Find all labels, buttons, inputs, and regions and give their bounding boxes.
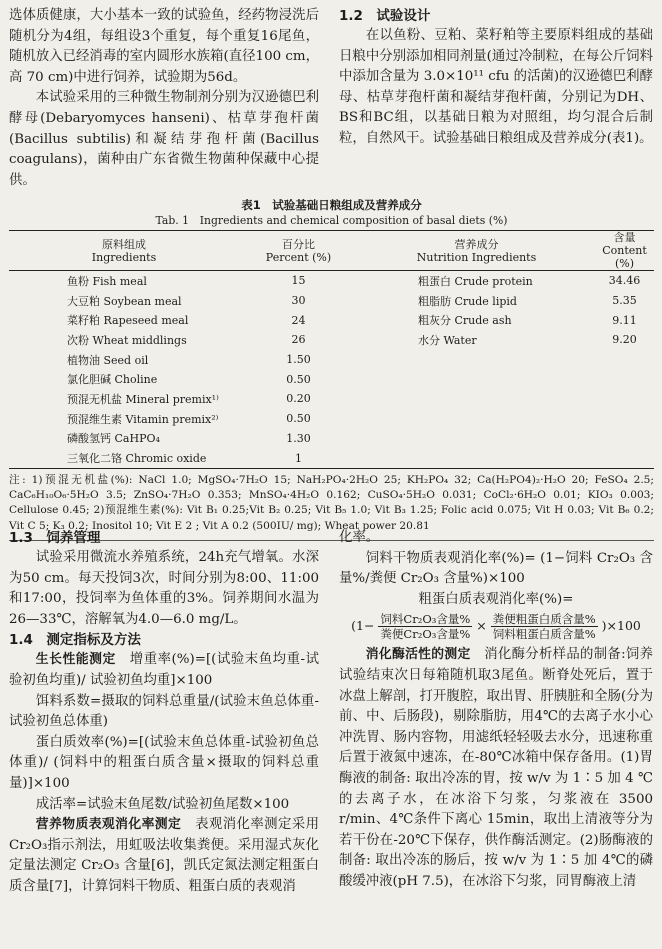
table-row <box>9 409 654 429</box>
table-caption-cn: 表1 试验基础日粮组成及营养成分 <box>241 198 422 212</box>
left-top-column <box>9 6 319 191</box>
formula-survival: 成活率=试验末鱼尾数/试验初鱼尾数×100 <box>35 796 290 812</box>
table-row <box>9 448 654 468</box>
cell-nutrition: 粗蛋白 Crude protein <box>418 274 533 288</box>
cell-percent: 30 <box>291 294 306 308</box>
fraction-cr2o3 <box>378 612 472 641</box>
cell-percent: 0.50 <box>286 412 311 426</box>
table-caption-en: Tab. 1 Ingredients and chemical composition of basal diets (%) <box>155 214 508 227</box>
cell-content <box>595 409 654 429</box>
header-ingredients-en: Ingredients <box>91 250 157 264</box>
table-header-row <box>9 231 654 271</box>
cell-content <box>595 448 654 468</box>
run-in-digestibility: 营养物质表观消化率测定 <box>35 817 182 833</box>
frac1-denominator: 粪便Cr₂O₃含量% <box>380 627 471 642</box>
table-row <box>9 310 654 330</box>
digestibility-text: 表观消化率测定采用Cr₂O₃指示剂法，用虹吸法收集粪便。采用湿式灰化定量法测定 Cr₂O₃ 含量[6]，凯氏定氮法测定粗蛋白质含量[7]，计算饲料干物质、粗蛋白质的表观消 <box>9 817 320 894</box>
cell-percent: 26 <box>291 333 306 347</box>
table-row <box>9 291 654 311</box>
table-row <box>9 429 654 449</box>
cell-ingredient: 磷酸氢钙 CaHPO₄ <box>67 432 160 446</box>
paragraph-feeding: 试验采用微流水养殖系统，24h充气增氧。水深为50 cm。每天投饲3次，时间分别为8:00、11:00和17:00，投饲率为鱼体重的3%。饲养期间水温为26—33℃，溶解氧为4.0—6.0 mg/L。 <box>9 550 319 627</box>
formula-per: 蛋白质效率(%)=[(试验末鱼总体重-试验初鱼总体重)/ (饲料中的粗蛋白质含量×摄取的饲料总重量)]×100 <box>9 734 319 791</box>
cell-ingredient: 植物油 Seed oil <box>67 353 149 367</box>
cell-content: 5.35 <box>612 294 637 308</box>
paragraph-enzyme <box>339 645 653 892</box>
enzyme-text: 消化酶分析样品的制备:饲养试验结束次日每箱随机取3尾鱼。断脊处死后，置于冰盘上解剖，打开腹腔，取出胃、肝胰脏和全肠(分为前、中、后肠段)，剔除脂肪，用4℃的去离子水小心冲洗胃、肠内容物，用滤纸轻轻吸去水分，迅速称重后置于液氮中速冻，在-80℃冰箱中保存备用。(1)胃酶液的制备: 取出冷冻的胃，按 w/v 为 1∶5 加 4 ℃的去离子水，在冰浴下匀浆，匀浆液在 3500 r/min、4℃条件下离心 15min，取出上清液等分为若干份在-20℃下保存，供作酶活测定。(2)肠酶液的制备: 取出冷冻的肠后，按 w/v 为 1∶5 加 4℃的磷酸缓冲液(pH 7.5)，在冰浴下匀浆，同胃酶液上清 <box>339 647 653 889</box>
eq-suffix: )×100 <box>601 618 641 634</box>
table-row <box>9 350 654 370</box>
table-footnote: 注: 1)预混无机盐(%): NaCl 1.0; MgSO₄·7H₂O 15; NaH₂PO₄·2H₂O 25; KH₂PO₄ 32; Ca(H₂PO4)₂·H₂O 20; FeSO₄ 2.5; CaC₆H₁₀O₆·5H₂O 3.5; ZnSO₄·7H₂O 0.353; MnSO₄·4H₂O 0.162; CuSO₄·5H₂O 0.031; CoCl₂·6H₂O 0.01; KIO₃ 0.003; Cellulose 0.45; 2)预混维生素(%): Vit B₁ 0.25;Vit B₂ 0.25; Vit B₅ 1.0; Vit B₃ 1.25; Folic acid 0.075; Vit H 0.03; Vit B₆ 0.2; Vit C 5; K₃ 0.2; Inositol 10; Vit E 2 ; Vit A 0.2 (500IU/ mg); Wheat power 20.81 <box>9 473 654 532</box>
growth-formula: 增重率(%)=[(试验末鱼均重-试验初鱼均重)/ 试验初鱼均重]×100 <box>9 652 319 688</box>
ingredients-table <box>9 230 654 469</box>
section-heading-1-2: 1.2 试验设计 <box>339 8 431 24</box>
header-ingredients-cn: 原料组成 <box>102 237 146 251</box>
paragraph-fish-selection: 选体质健康，大小基本一致的试验鱼，经药物浸洗后随机分为4组，每组设3个重复，每个重复16尾鱼，随机放入已经消毒的室内圆形水族箱(直径100 cm，高 70 cm)中进行饲养，试验期为56d。 <box>9 8 319 85</box>
cell-content: 9.20 <box>612 333 637 347</box>
cell-nutrition <box>358 448 595 468</box>
table-row <box>9 389 654 409</box>
cell-ingredient: 预混无机盐 Mineral premix¹⁾ <box>67 392 219 406</box>
cell-ingredient: 鱼粉 Fish meal <box>67 274 147 288</box>
header-percent-en: Percent (%) <box>265 250 332 264</box>
cell-percent: 24 <box>291 313 306 327</box>
paragraph-growth <box>9 650 319 691</box>
cell-percent: 1 <box>239 448 358 468</box>
formula-fcr: 饵料系数=摄取的饲料总重量/(试验末鱼总体重-试验初鱼总体重) <box>9 693 319 730</box>
run-in-enzyme: 消化酶活性的测定 <box>365 647 471 663</box>
left-bottom-column <box>9 528 319 898</box>
cell-nutrition <box>358 369 595 389</box>
continuation-text: 化率。 <box>339 530 380 545</box>
cell-content: 34.46 <box>608 274 641 288</box>
cell-ingredient: 预混维生素 Vitamin premix²⁾ <box>67 412 219 426</box>
formula-cp <box>339 612 653 641</box>
cell-ingredient: 次粉 Wheat middlings <box>67 333 187 347</box>
header-nutrition-en: Nutrition Ingredients <box>416 250 537 264</box>
formula-cp-title: 粗蛋白质表观消化率(%)= <box>418 591 574 607</box>
eq-prefix: (1− <box>351 618 375 634</box>
paragraph-experiment-design: 在以鱼粉、豆粕、菜籽粕等主要原料组成的基础日粮中分别添加相同剂量(通过冷制粒，在每公斤饲料中添加含量为 3.0×10¹¹ cfu 的活菌)的汉逊德巴利酵母、枯草芽孢杆菌和凝结芽孢杆菌，分别记为DH、BS和BC组，以基础日粮为对照组，均匀混合后制粒，自然风干。试验基础日粮组成及营养成分(表1)。 <box>339 28 653 146</box>
table-row <box>9 271 654 291</box>
table-row <box>9 369 654 389</box>
section-heading-1-4: 1.4 测定指标及方法 <box>9 632 141 649</box>
cell-ingredient: 三氧化二铬 Chromic oxide <box>9 448 239 468</box>
cell-percent: 15 <box>291 274 306 288</box>
header-content <box>595 231 654 271</box>
right-top-column <box>339 6 653 150</box>
cell-percent: 1.50 <box>286 353 311 367</box>
frac2-denominator: 饲料粗蛋白质含量% <box>492 627 596 642</box>
frac1-numerator: 饲料Cr₂O₃含量% <box>380 612 471 627</box>
header-content-cn: 含量 <box>613 231 636 244</box>
cell-nutrition <box>358 429 595 449</box>
cell-nutrition: 粗灰分 Crude ash <box>418 314 512 328</box>
cell-content <box>595 389 654 409</box>
run-in-growth: 生长性能测定 <box>35 652 116 668</box>
cell-ingredient: 氯化胆碱 Choline <box>67 373 158 387</box>
paragraph-microbes: 本试验采用的三种微生物制剂分别为汉逊德巴利酵母(Debaryomyces hanseni)、枯草芽孢杆菌(Bacillus subtilis)和凝结芽孢杆菌(Bacillus coagulans)，菌种由广东省微生物菌种保藏中心提供。 <box>9 90 319 188</box>
cell-ingredient: 大豆粕 Soybean meal <box>67 294 182 308</box>
table-1 <box>9 198 654 541</box>
frac2-numerator: 粪便粗蛋白质含量% <box>492 612 596 627</box>
cell-percent: 0.20 <box>286 392 311 406</box>
header-nutrition-cn: 营养成分 <box>454 237 499 251</box>
section-heading-1-3: 1.3 饲养管理 <box>9 530 101 546</box>
cell-ingredient: 菜籽粕 Rapeseed meal <box>67 314 189 328</box>
cell-content <box>595 369 654 389</box>
cell-nutrition: 水分 Water <box>418 333 477 347</box>
cell-nutrition <box>358 409 595 429</box>
cell-percent: 1.30 <box>286 431 311 445</box>
cell-nutrition <box>358 389 595 409</box>
formula-dry-matter: 饲料干物质表观消化率(%)= (1−饲料 Cr₂O₃ 含量%/粪便 Cr₂O₃ 含量%)×100 <box>339 550 653 587</box>
paragraph-digestibility <box>9 815 319 897</box>
cell-percent: 0.50 <box>286 372 311 386</box>
table-row <box>9 330 654 350</box>
right-bottom-column <box>339 528 653 893</box>
fraction-protein <box>491 612 598 641</box>
header-nutrition <box>358 231 595 271</box>
cell-nutrition: 粗脂肪 Crude lipid <box>418 294 517 308</box>
cell-nutrition <box>358 350 595 370</box>
header-ingredients <box>9 231 239 271</box>
cell-content <box>595 350 654 370</box>
header-percent <box>239 231 358 271</box>
cell-content <box>595 429 654 449</box>
cell-content: 9.11 <box>612 313 637 327</box>
header-percent-cn: 百分比 <box>282 237 315 251</box>
header-content-en: Content (%) <box>602 244 647 270</box>
eq-times: × <box>476 618 487 634</box>
